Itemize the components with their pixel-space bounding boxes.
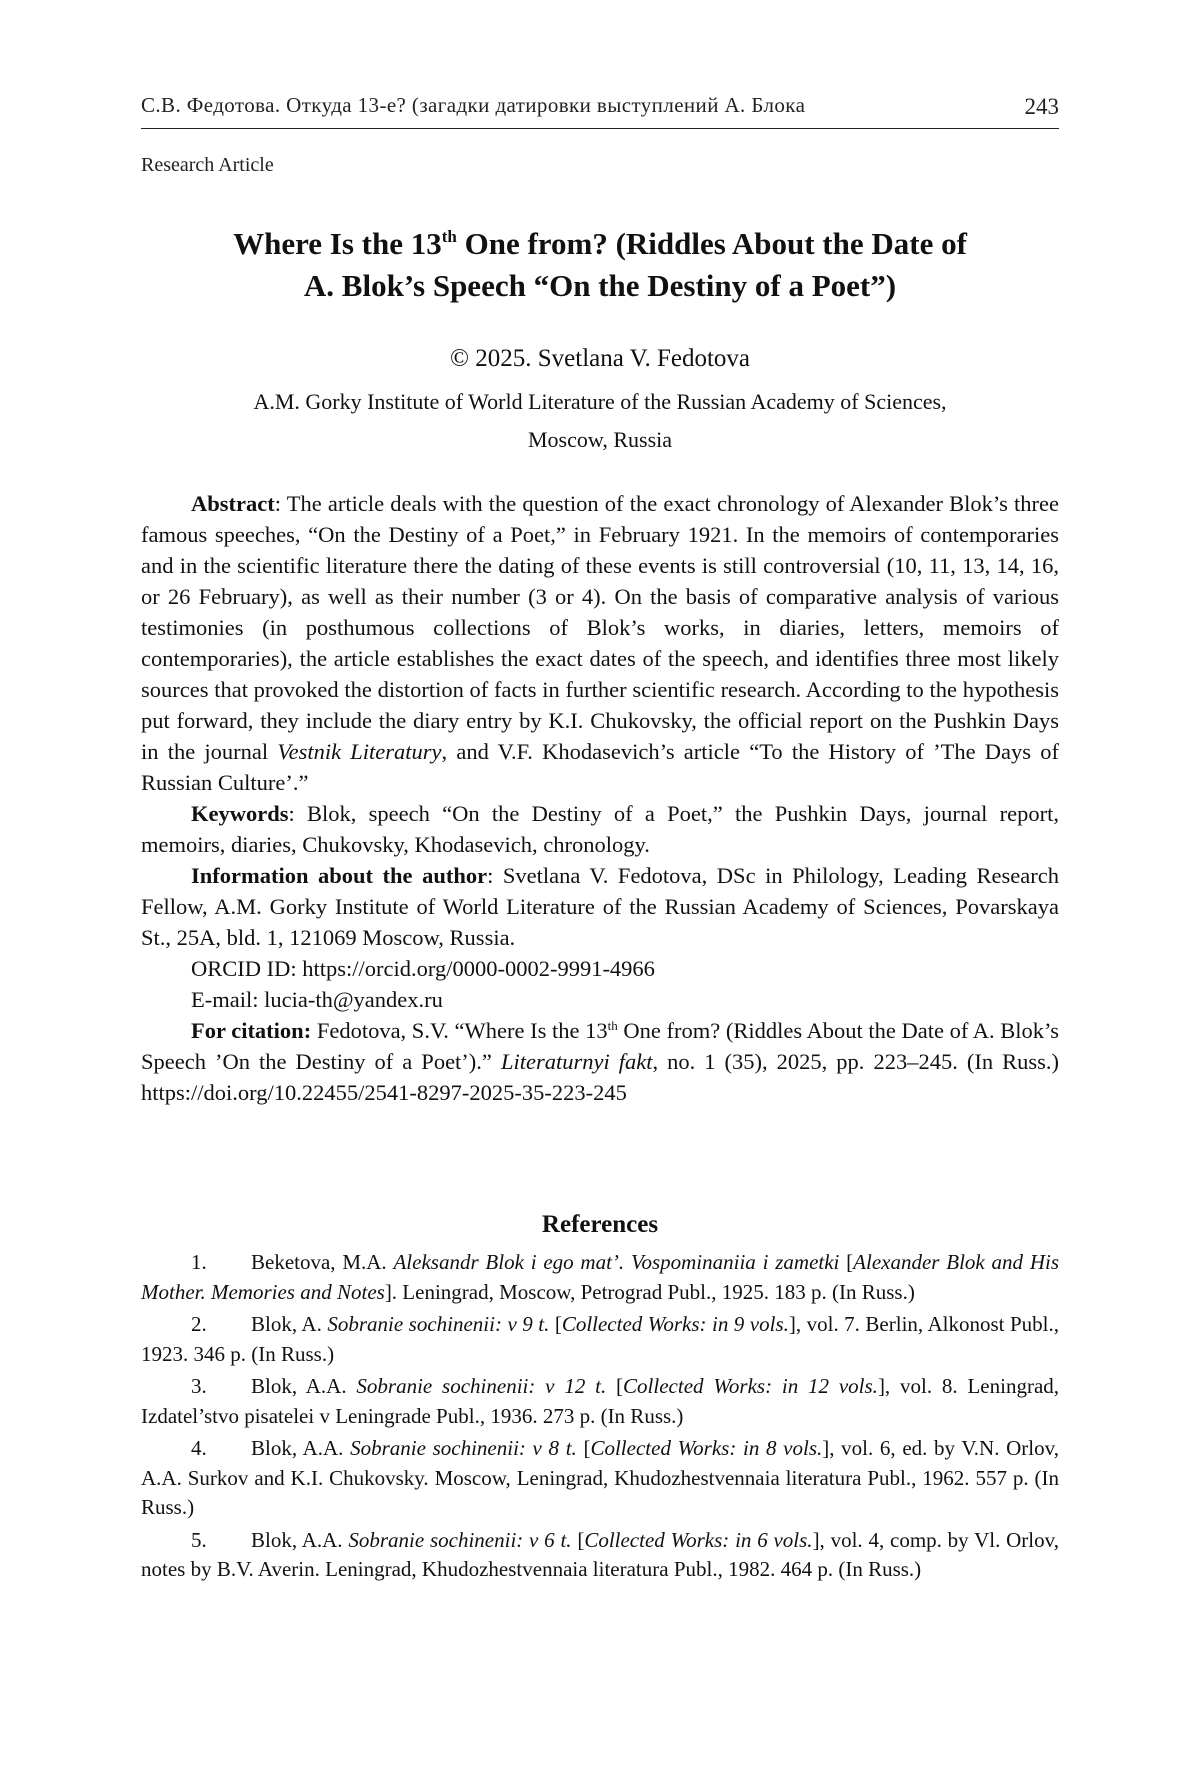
reference-translation: Alexander Blok and His Mother. Memories and Notes [141,1250,1059,1304]
reference-translation: Collected Works: in 9 vols. [561,1312,789,1336]
reference-number: 5. [191,1527,207,1552]
citation-label: For citation: [191,1018,312,1043]
reference-title: Sobranie sochinenii: v 6 t. [348,1527,572,1552]
reference-item [141,1248,1059,1307]
abstract-text-b: , and V.F. Khodasevich’s article “To the History of ’The Days of Russian Culture’.” [141,739,1059,795]
reference-details: ]. Leningrad, Moscow, Petrograd Publ., 1925. 183 p. (In Russ.) [384,1279,915,1304]
reference-number: 1. [191,1250,207,1274]
author-line: © 2025. Svetlana V. Fedotova [450,345,750,372]
reference-bracket: [ [606,1374,624,1398]
citation-superscript: th [607,1018,618,1033]
abstract-journal: Vestnik Literatury [277,739,442,764]
reference-bracket: [ [576,1436,591,1460]
title-superscript: th [441,227,457,246]
reference-author: Blok, A.A. [251,1527,349,1552]
reference-number: 2. [191,1312,207,1336]
reference-title: Sobranie sochinenii: v 9 t. [327,1312,550,1336]
affiliation-line1: A.M. Gorky Institute of World Literature of the Russian Academy of Sciences, [253,389,947,414]
author-info-text: : Svetlana V. Fedotova, DSc in Philology, Leading Research Fellow, A.M. Gorky Institute of World Literature of the Russian Academy of Sciences, Povarskaya St., 25A, bld. 1, 121069 Moscow, Russia. [141,863,1059,950]
reference-details: ], vol. 7. Berlin, Alkonost Publ., 1923. 346 p. (In Russ.) [141,1312,1059,1366]
citation-text-b: One from? (Riddles About the Date of A. Blok’s Speech ’On the Destiny of a Poet’).” [141,1018,1059,1074]
affiliation-line2: Moscow, Russia [527,427,673,452]
article-type-label: Research Article [141,154,274,176]
title-part1: Where Is the 13 [233,226,442,261]
title-line2: A. Blok’s Speech “On the Destiny of a Poet”) [303,268,897,303]
reference-bracket: [ [839,1250,854,1274]
citation-paragraph [141,1015,1059,1108]
keywords-text: : Blok, speech “On the Destiny of a Poet,” the Pushkin Days, journal report, memoirs, diaries, Chukovsky, Khodasevich, chronology. [141,801,1059,857]
reference-number: 3. [191,1374,207,1398]
abstract-block [141,488,1059,1108]
author-info-paragraph [141,860,1059,953]
article-title [141,223,1059,307]
reference-item [141,1372,1059,1431]
email-line: E-mail: lucia-th@yandex.ru [191,987,443,1012]
author-info-label: Information about the author [191,863,488,888]
references-heading: References [541,1211,659,1238]
running-head-title: С.В. Федотова. Откуда 13-е? (загадки датировки выступлений А. Блока [141,93,806,117]
reference-title: Sobranie sochinenii: v 12 t. [356,1374,607,1398]
abstract-label: Abstract [191,491,275,516]
citation-journal: Literaturnyi fakt [500,1049,653,1074]
reference-translation: Collected Works: in 8 vols. [590,1436,823,1460]
orcid-line: ORCID ID: https://orcid.org/0000-0002-9991-4966 [191,956,655,981]
keywords-paragraph [141,798,1059,860]
abstract-text-a: : The article deals with the question of the exact chronology of Alexander Blok’s three famous speeches, “On the Destiny of a Poet,” in February 1921. In the memoirs of contemporaries and in the scientific literature there the dating of these events is still controversial (10, 11, 13, 14, 16, or 26 February), as well as their number (3 or 4). On the basis of comparative analysis of various testimonies (in posthumous collections of Blok’s works, in diaries, letters, memoirs of contemporaries), the article establishes the exact dates of the speech, and identifies three most likely sources that provoked the distortion of facts in further scientific research. According to the hypothesis put forward, they include the diary entry by K.I. Chukovsky, the official report on the Pushkin Days in the journal [141,491,1059,764]
reference-number: 4. [191,1436,207,1460]
reference-bracket: [ [571,1527,585,1552]
reference-author: Blok, A.A. [251,1374,357,1398]
reference-details: ], vol. 6, ed. by V.N. Orlov, A.A. Surkov and K.I. Chukovsky. Moscow, Leningrad, Khudozhestvennaia literatura Publ., 1962. 557 p. (In Russ.) [141,1436,1060,1519]
reference-details: ], vol. 4, comp. by Vl. Orlov, notes by B.V. Averin. Leningrad, Khudozhestvennaia literatura Publ., 1982. 464 p. (In Russ.) [141,1527,1060,1581]
reference-item [141,1526,1059,1585]
reference-author: Beketova, M.A. [251,1250,394,1274]
reference-details: ], vol. 8. Leningrad, Izdatel’stvo pisatelei v Leningrade Publ., 1936. 273 p. (In Russ.) [141,1374,1060,1428]
reference-item [141,1434,1059,1523]
title-part2: One from? (Riddles About the Date of [456,226,967,261]
reference-translation: Collected Works: in 12 vols. [623,1374,878,1398]
citation-text-a: Fedotova, S.V. “Where Is the 13 [311,1018,608,1043]
reference-bracket: [ [549,1312,562,1336]
reference-author: Blok, A.A. [251,1436,351,1460]
reference-title: Sobranie sochinenii: v 8 t. [350,1436,577,1460]
reference-title: Aleksandr Blok i ego mat’. Vospominaniia i zametki [393,1250,840,1274]
citation-text-c: , no. 1 (35), 2025, pp. 223–245. (In Russ.) https://doi.org/10.22455/2541-8297-2025-35-223-245 [141,1049,1059,1105]
reference-author: Blok, A. [251,1312,328,1336]
reference-translation: Collected Works: in 6 vols. [584,1527,813,1552]
reference-item [141,1310,1059,1369]
references-list [141,1248,1059,1588]
keywords-label: Keywords [191,801,289,826]
abstract-paragraph [141,488,1059,798]
page-number: 243 [1024,94,1059,119]
affiliation [141,383,1059,459]
running-head [141,88,1059,129]
